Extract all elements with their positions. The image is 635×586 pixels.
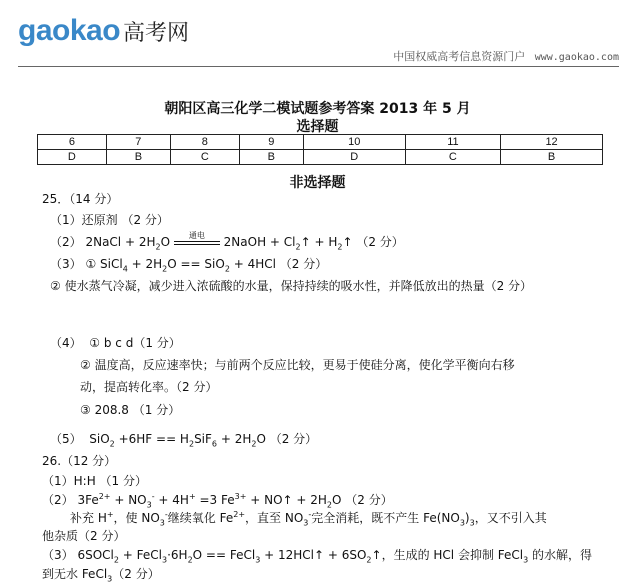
table-cell: C <box>405 150 500 165</box>
table-cell: B <box>106 150 170 165</box>
q25-part4b-line1: ② 温度高，反应速率快；与前两个反应比较，更易于使硅分离，使化学平衡向右移 <box>80 358 515 372</box>
score: （2 分） <box>345 493 393 507</box>
table-cell: 12 <box>501 135 603 150</box>
score: （2 分） <box>356 235 404 249</box>
part-label: （2） <box>42 493 74 507</box>
q26-part2: （2） $3Fe^{2+} + NO_3^- + 4H^+ =3$ $Fe^{3+}$ + NO↑ + $2H_2O$ （2 分） <box>42 492 393 510</box>
text-fragment: ，生成的 HCl 会抑制 FeCl <box>381 548 524 562</box>
q25-part4c: ③ 208.8 （1 分） <box>80 403 181 417</box>
q25-part1: （1）还原剂 （2 分） <box>50 213 169 227</box>
q26-part2-note: 补充 H+，使 $NO_3^-$继续氧化 $Fe^{2+}$，直至 $NO_3^-$完全消耗，既不产生 $Fe(NO_3)_3$，又不引入其 <box>70 510 547 528</box>
answer-table <box>37 134 603 165</box>
part1-text: H:H （1 分） <box>73 474 147 488</box>
logo-latin-text: gaokao <box>18 14 121 47</box>
table-cell: 9 <box>239 135 303 150</box>
q25-part3a: （3） ① SiCl$_4$ + $2H_2O == SiO_2 + 4HCl$ （2 分） <box>50 257 328 274</box>
q26-part3-cont: 到无水 FeCl$_3$（2 分） <box>42 567 160 584</box>
part-label: （4） <box>50 336 82 350</box>
table-cell: B <box>501 150 603 165</box>
q26-part3: （3） 6SOCl$_2$ + $FeCl_3\cdot 6H_2O$ == FeCl$_3$ + 12HCl↑ + $6SO_2↑$，生成的 HCl 会抑制 FeCl$_3$ 的水解，得 <box>42 548 593 565</box>
part-label: （2） <box>50 235 82 249</box>
table-row-answers <box>38 150 603 165</box>
part4a-text: ① b c d（1 分） <box>89 336 181 350</box>
section-title-choice: 选择题 <box>296 119 339 135</box>
note-fragment: ，直至 NO <box>245 511 304 525</box>
score: （2 分） <box>112 567 160 581</box>
page-title: 朝阳区高三化学二模试题参考答案 2013 年 5 月 <box>164 101 471 117</box>
table-row-numbers <box>38 135 603 150</box>
part-label: （1） <box>42 474 74 488</box>
site-logo[interactable] <box>18 14 189 48</box>
note-fragment: 继续氧化 Fe <box>167 511 234 525</box>
q25-part4b-line2: 动，提高转化率。（2 分） <box>80 380 218 394</box>
note-fragment: ，又不引入其 <box>474 511 547 525</box>
q25-part2: （2） 2NaCl + $2H_2O$ 通电 2NaOH + $Cl_2↑$ + $H_2↑$ （2 分） <box>50 231 404 252</box>
note-fragment: 补充 H <box>70 511 107 525</box>
logo-chinese-text: 高考网 <box>123 21 190 46</box>
arrow-condition: 通电 <box>188 231 205 240</box>
table-cell: D <box>303 150 405 165</box>
electrolysis-arrow <box>174 231 220 245</box>
q25-part5: （5） $SiO_2 +6HF == H_2SiF_6 + 2H_2O$ （2 分） <box>50 432 318 449</box>
part-label: （5） <box>50 432 82 446</box>
part-label: （3） <box>50 257 82 271</box>
text-fragment: 的水解，得 <box>528 548 593 562</box>
q25-part4a <box>50 334 181 351</box>
table-cell: D <box>38 150 107 165</box>
table-cell: 11 <box>405 135 500 150</box>
q25-heading: 25．（14 分） <box>42 192 119 206</box>
score: （2 分） <box>269 432 318 446</box>
q26-part2-note-cont: 他杂质（2 分） <box>42 529 126 543</box>
note-fragment: 完全消耗，既不产生 Fe(NO <box>311 511 460 525</box>
table-cell: 8 <box>170 135 239 150</box>
q26-part1 <box>42 472 147 489</box>
score: （2 分） <box>279 257 328 271</box>
table-cell: B <box>239 150 303 165</box>
header-divider <box>18 66 619 67</box>
table-cell: C <box>170 150 239 165</box>
q26-heading: 26.（12 分） <box>42 454 117 468</box>
table-cell: 6 <box>38 135 107 150</box>
tagline-text: 中国权威高考信息资源门户 <box>393 50 526 63</box>
table-cell: 7 <box>106 135 170 150</box>
text-fragment: 到无水 FeCl <box>42 567 108 581</box>
table-cell: 10 <box>303 135 405 150</box>
note-fragment: ，使 NO <box>113 511 160 525</box>
site-url[interactable]: www.gaokao.com <box>534 52 619 63</box>
section-title-nonchoice: 非选择题 <box>289 175 346 191</box>
q25-part3b: ② 使水蒸气冷凝，减少进入浓硫酸的水量，保持持续的吸水性，并降低放出的热量（2 分） <box>50 279 533 293</box>
part-label: （3） <box>42 548 74 562</box>
site-tagline <box>393 48 619 64</box>
